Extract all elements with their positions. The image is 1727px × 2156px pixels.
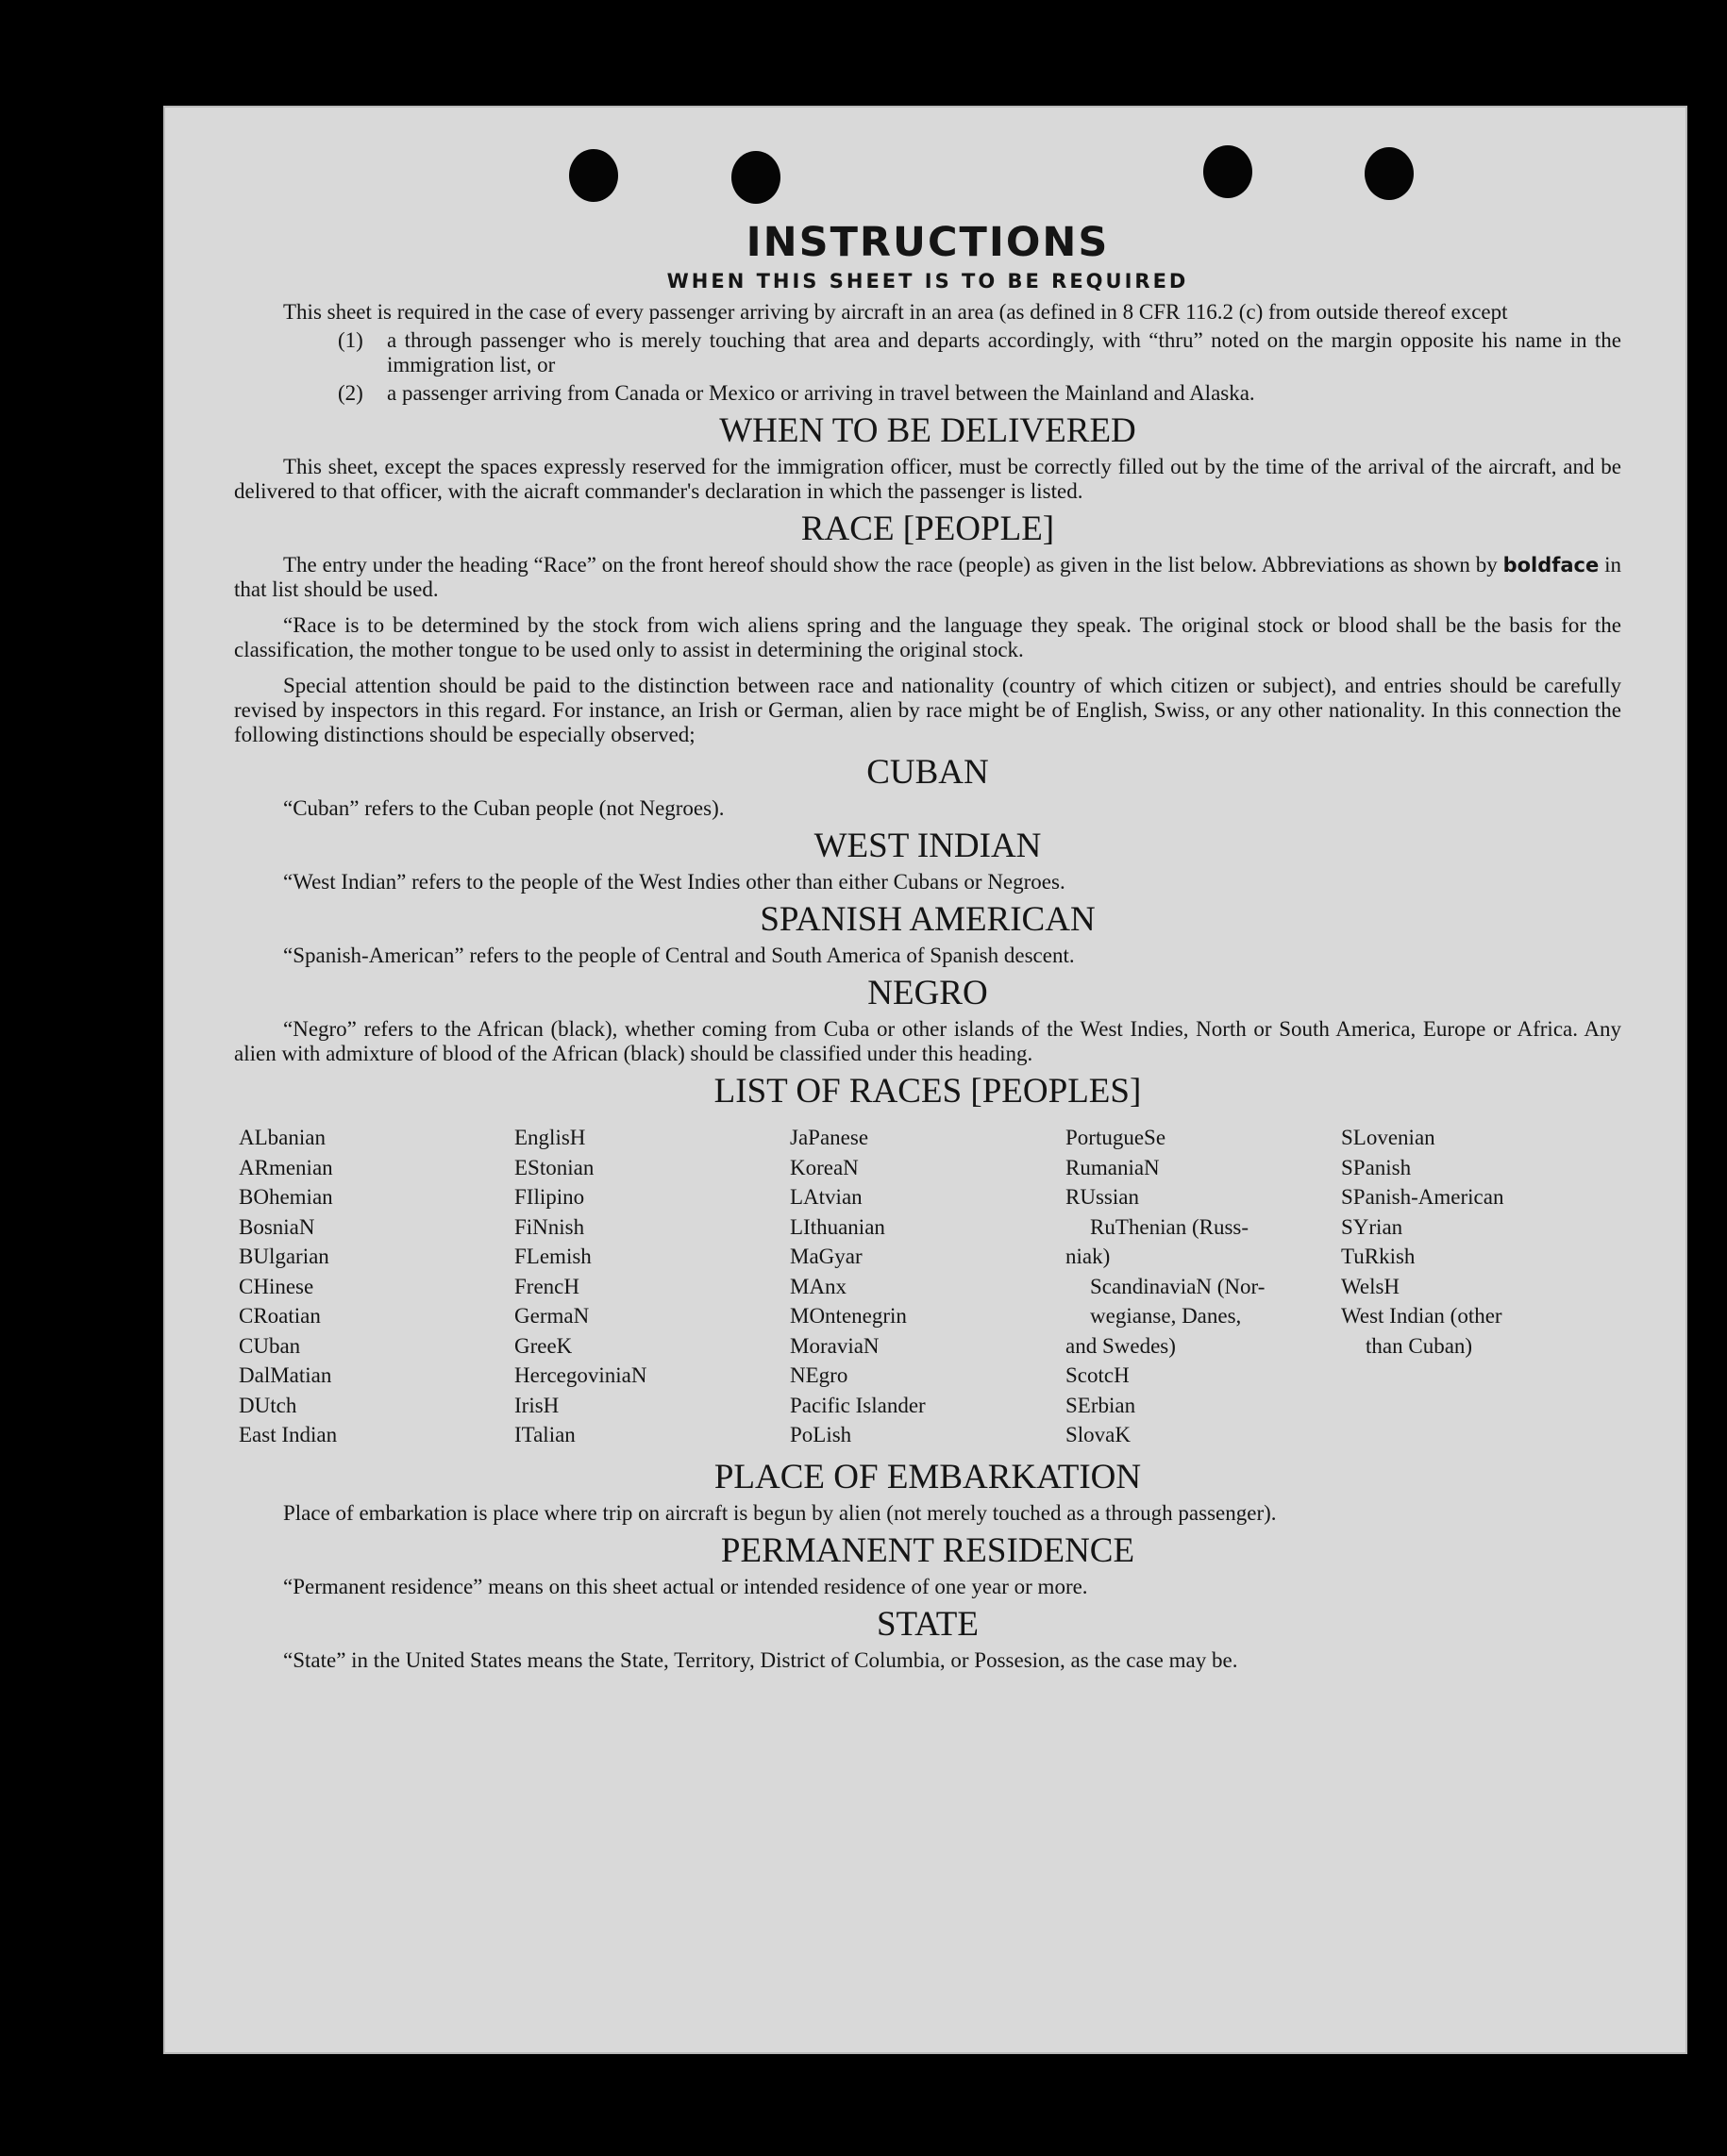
section-heading-delivered: WHEN TO BE DELIVERED	[719, 411, 1136, 450]
list-item: MAnx	[790, 1274, 847, 1298]
list-item: ARmenian	[239, 1155, 333, 1179]
list-item: WelsH	[1341, 1274, 1400, 1298]
list-item: GermaN	[514, 1304, 590, 1328]
list-item: SPanish-American	[1341, 1185, 1504, 1209]
races-column	[1065, 1123, 1341, 1450]
race-text: in that list should be used.	[234, 553, 1622, 601]
required-intro: This sheet is required in the case of every passenger arriving by aircraft in an area (as defined in 8 CFR 116.2 (c) from outside thereof except	[283, 300, 1508, 324]
list-item: KoreaN	[790, 1155, 859, 1179]
list-item: MOntenegrin	[790, 1304, 907, 1328]
race-paragraph-2: “Race is to be determined by the stock from wich aliens spring and the language they speak. The original stock or blood shall be the basis for the classification, the mother tongue to be used only to assist in determining the original stock.	[234, 613, 1621, 661]
list-item	[338, 381, 1621, 406]
races-column	[790, 1123, 1065, 1450]
section-heading-cuban: CUBAN	[866, 753, 989, 792]
punch-hole	[569, 149, 618, 202]
item-text: a passenger arriving from Canada or Mexico or arriving in travel between the Mainland and Alaska.	[387, 381, 1255, 405]
document-sheet	[163, 106, 1687, 2054]
list-item: IrisH	[514, 1393, 560, 1417]
list-item: ALbanian	[239, 1126, 326, 1149]
list-item: EStonian	[514, 1155, 595, 1179]
list-item: West Indian (other	[1341, 1304, 1502, 1328]
list-item: SlovaK	[1065, 1423, 1131, 1446]
punch-hole	[1365, 147, 1414, 200]
section-heading-race: RACE [PEOPLE]	[800, 510, 1055, 548]
list-item: LIthuanian	[790, 1214, 885, 1239]
races-column	[514, 1123, 790, 1450]
list-item: DalMatian	[239, 1363, 332, 1387]
punch-hole	[1203, 145, 1252, 198]
list-item: East Indian	[239, 1423, 338, 1446]
race-paragraph-1	[234, 553, 1621, 602]
list-item: LAtvian	[790, 1185, 863, 1209]
delivered-text: This sheet, except the spaces expressly reserved for the immigration officer, must be correctly filled out by the time of the arrival of the aircraft, and be delivered to that officer, with the aicraft commander's declaration in which the passenger is listed.	[234, 455, 1621, 503]
cuban-text: “Cuban” refers to the Cuban people (not Negroes).	[283, 796, 725, 820]
list-item: FrencH	[514, 1274, 579, 1298]
state-text: “State” in the United States means the State, Territory, District of Columbia, or Possesion, as the case may be.	[283, 1647, 1238, 1672]
list-item: MaGyar	[790, 1245, 863, 1268]
list-item: BOhemian	[239, 1185, 333, 1209]
list-item: GreeK	[514, 1333, 573, 1358]
list-item: CHinese	[239, 1274, 314, 1298]
negro-text: “Negro” refers to the African (black), whether coming from Cuba or other islands of the West Indies, North or South America, Europe or Africa. Any alien with admixture of blood of the African (black) should be classified under this heading.	[234, 1017, 1621, 1065]
list-item: SPanish	[1341, 1155, 1412, 1179]
list-item: FiNnish	[514, 1214, 585, 1239]
list-item: than Cuban)	[1366, 1333, 1473, 1358]
race-paragraph-3: Special attention should be paid to the distinction between race and nationality (country of which citizen or subject), and entries should be carefully revised by inspectors in this regard. For instance, an Irish or German, alien by race might be of English, Swiss, or any other nationality. In this connection the following distinctions should be especially observed;	[234, 674, 1621, 746]
list-item: HercegoviniaN	[514, 1363, 647, 1387]
list-item: wegianse, Danes,	[1090, 1304, 1242, 1328]
list-item: MoraviaN	[790, 1333, 880, 1358]
section-heading-spanish-american: SPANISH AMERICAN	[760, 900, 1096, 939]
section-heading-state: STATE	[876, 1604, 980, 1644]
embarkation-text: Place of embarkation is place where trip on aircraft is begun by alien (not merely touched as a through passenger).	[283, 1500, 1277, 1525]
list-item: TuRkish	[1341, 1245, 1416, 1268]
list-item: CRoatian	[239, 1304, 321, 1328]
list-item: Pacific Islander	[790, 1393, 926, 1417]
list-item: RuThenian (Russ-	[1090, 1214, 1249, 1239]
list-item: BosniaN	[239, 1214, 315, 1239]
list-item: niak)	[1065, 1245, 1111, 1268]
spanish-american-text: “Spanish-American” refers to the people of Central and South America of Spanish descent.	[283, 944, 1075, 967]
list-item	[338, 328, 1621, 377]
list-item: FIlipino	[514, 1185, 585, 1209]
residence-text: “Permanent residence” means on this sheet actual or intended residence of one year or more.	[283, 1574, 1088, 1598]
list-item: SLovenian	[1341, 1126, 1435, 1149]
races-column	[239, 1123, 514, 1450]
section-heading-negro: NEGRO	[867, 974, 988, 1012]
list-item: BUlgarian	[239, 1245, 329, 1268]
races-list	[239, 1123, 1617, 1450]
list-item: ITalian	[514, 1423, 576, 1446]
list-item: EnglisH	[514, 1126, 586, 1149]
list-item: ScandinaviaN (Nor-	[1090, 1274, 1266, 1298]
section-heading-embarkation: PLACE OF EMBARKATION	[713, 1457, 1142, 1496]
section-heading-list-of-races: LIST OF RACES [PEOPLES]	[713, 1072, 1142, 1111]
item-text: a through passenger who is merely touching that area and departs accordingly, with “thru” noted on the margin opposite his name in the immigration list, or	[387, 328, 1621, 376]
list-item: SYrian	[1341, 1214, 1403, 1239]
list-item: ScotcH	[1065, 1363, 1130, 1387]
item-number: (1)	[338, 328, 363, 352]
list-item: RumaniaN	[1065, 1155, 1160, 1179]
section-heading-west-indian: WEST INDIAN	[813, 827, 1042, 865]
item-number: (2)	[338, 381, 363, 405]
section-heading-residence: PERMANENT RESIDENCE	[720, 1530, 1135, 1570]
boldface-word: boldface	[1502, 554, 1600, 577]
list-item: NEgro	[790, 1363, 848, 1387]
list-item: DUtch	[239, 1393, 297, 1417]
page-title: INSTRUCTIONS	[746, 219, 1110, 266]
west-indian-text: “West Indian” refers to the people of the West Indies other than either Cubans or Negroes.	[283, 870, 1065, 894]
punch-hole	[731, 151, 780, 204]
page-content	[234, 219, 1621, 1673]
list-item: FLemish	[514, 1245, 592, 1268]
list-item: JaPanese	[790, 1126, 869, 1149]
list-item: RUssian	[1065, 1185, 1139, 1209]
race-text: The entry under the heading “Race” on the front hereof should show the race (people) as given in the list below. Abbreviations as shown by	[283, 553, 1503, 577]
list-item: SErbian	[1065, 1393, 1136, 1417]
list-item: and Swedes)	[1065, 1333, 1176, 1358]
list-item: CUban	[239, 1333, 301, 1358]
races-column	[1341, 1123, 1617, 1450]
list-item: PortugueSe	[1065, 1126, 1166, 1149]
list-item: PoLish	[790, 1423, 852, 1446]
page-subtitle: WHEN THIS SHEET IS TO BE REQUIRED	[666, 270, 1189, 292]
